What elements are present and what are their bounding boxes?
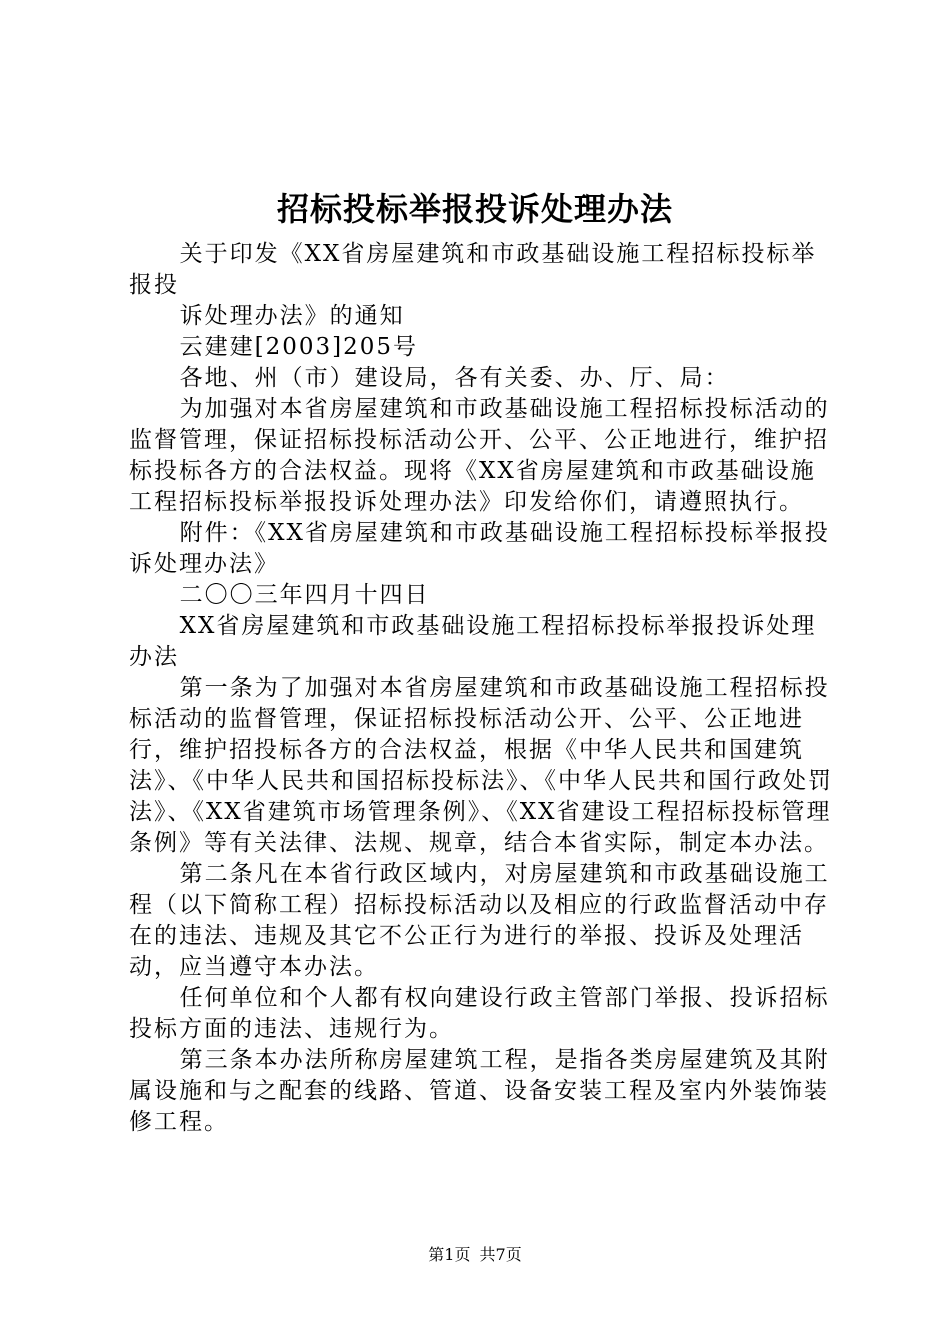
page-number: 第1页 (428, 1245, 471, 1264)
article-2-supplement: 任何单位和个人都有权向建设行政主管部门举报、投诉招标投标方面的违法、违规行为。 (129, 985, 830, 1042)
document-title: 招标投标举报投诉处理办法 (276, 190, 673, 228)
notice-heading-line-2: 诉处理办法》的通知 (179, 303, 405, 329)
date-line: 二〇〇三年四月十四日 (179, 582, 430, 608)
article-2: 第二条凡在本省行政区域内，对房屋建筑和市政基础设施工程（以下简称工程）招标投标活动以及相应的行政监督活动中存在的违法、违规及其它不公正行为进行的举报、投诉及处理活动，应当遵守本办法。 (129, 861, 830, 980)
document-number: 云建建[2003]205号 (179, 334, 418, 360)
notice-heading-line-1: 关于印发《XX省房屋建筑和市政基础设施工程招标投标举报投 (129, 241, 817, 298)
notice-paragraph: 为加强对本省房屋建筑和市政基础设施工程招标投标活动的监督管理，保证招标投标活动公开、公平、公正地进行，维护招标投标各方的合法权益。现将《XX省房屋建筑和市政基础设施工程招标投标举报投诉处理办法》印发给你们，请遵照执行。 (129, 396, 830, 515)
article-3: 第三条本办法所称房屋建筑工程，是指各类房屋建筑及其附属设施和与之配套的线路、管道、设备安装工程及室内外装饰装修工程。 (129, 1047, 830, 1135)
page-footer (0, 1244, 950, 1266)
page-total: 共7页 (479, 1245, 522, 1264)
addressee-line: 各地、州（市）建设局，各有关委、办、厅、局： (179, 365, 730, 391)
attachment-line: 附件：《XX省房屋建筑和市政基础设施工程招标投标举报投诉处理办法》 (129, 520, 830, 577)
regulation-title: XX省房屋建筑和市政基础设施工程招标投标举报投诉处理办法 (129, 613, 817, 670)
article-1: 第一条为了加强对本省房屋建筑和市政基础设施工程招标投标活动的监督管理，保证招标投标活动公开、公平、公正地进行，维护招投标各方的合法权益，根据《中华人民共和国建筑法》、《中华人民共和国招标投标法》、《中华人民共和国行政处罚法》、《XX省建筑市场管理条例》、《XX省建设工程招标投标管理条例》等有关法律、法规、规章，结合本省实际，制定本办法。 (129, 675, 833, 856)
document-body (129, 239, 834, 1138)
